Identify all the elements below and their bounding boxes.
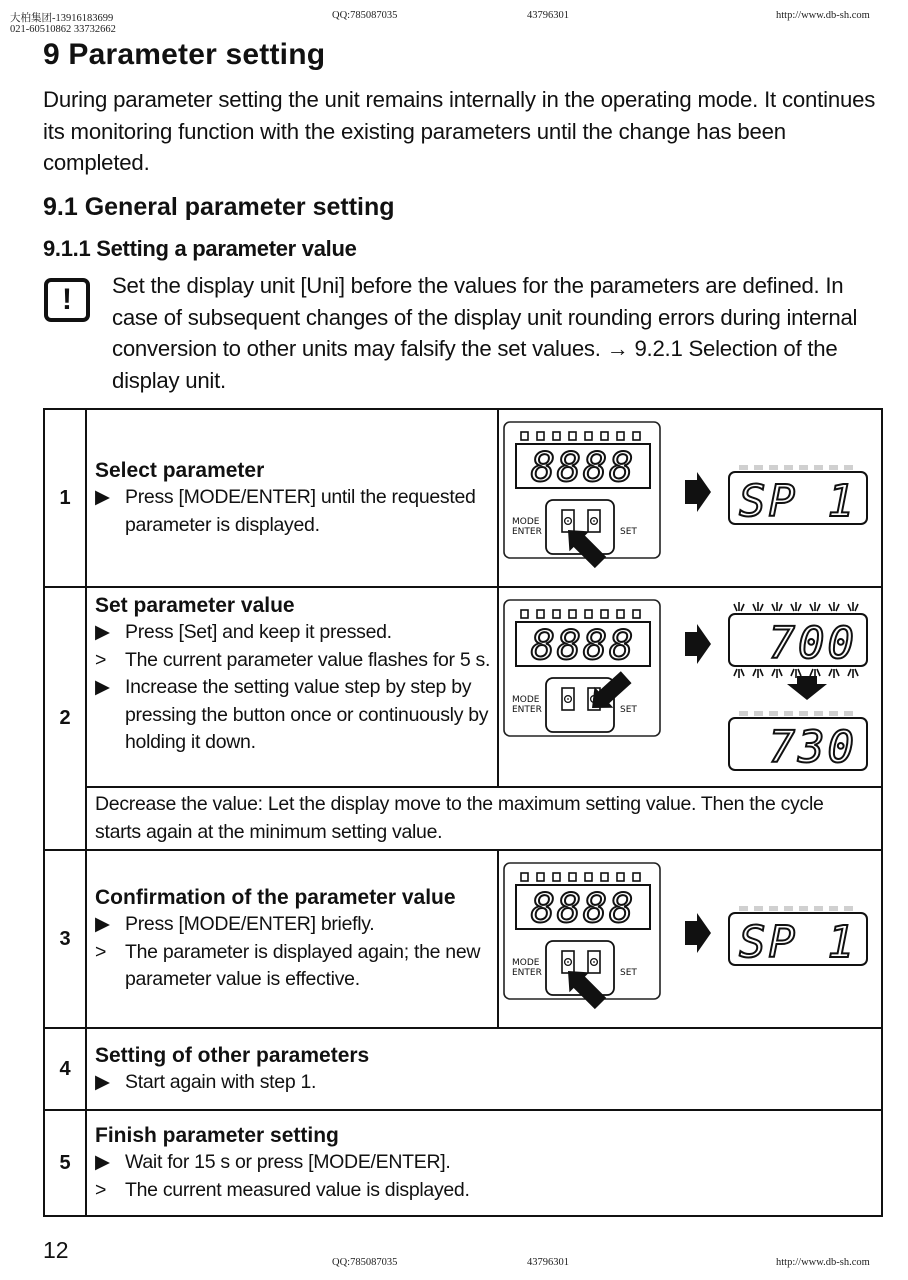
footer-qq: QQ:785087035 bbox=[332, 1257, 398, 1268]
device-illustration bbox=[499, 588, 881, 788]
step-line-text: Increase the setting value step by step by pressing the button once or continuously by holding it down. bbox=[125, 676, 489, 753]
mode-button-center bbox=[567, 961, 569, 963]
led-indicator bbox=[553, 432, 560, 440]
led-dim bbox=[784, 711, 793, 716]
led-indicator bbox=[585, 873, 592, 881]
flash-ray bbox=[753, 669, 763, 678]
led-indicator bbox=[633, 432, 640, 440]
bullet-result-icon: > bbox=[95, 940, 107, 963]
header-phone: 021-60510862 33732662 bbox=[10, 24, 116, 35]
step-line bbox=[95, 674, 491, 757]
step-line bbox=[95, 1177, 873, 1205]
footer-number: 43796301 bbox=[527, 1257, 569, 1268]
led-dim bbox=[754, 711, 763, 716]
led-dim bbox=[829, 711, 838, 716]
led-dim bbox=[829, 465, 838, 470]
right-arrow-icon bbox=[685, 624, 711, 664]
section-title: 9 Parameter setting bbox=[43, 38, 326, 71]
header-qq: QQ:785087035 bbox=[332, 10, 398, 21]
header-company: 大柏集团-13916183699 bbox=[10, 13, 114, 24]
led-indicator bbox=[521, 432, 528, 440]
step-line-text: The current measured value is displayed. bbox=[125, 1178, 470, 1201]
lcd-readout-value: SP 1 bbox=[739, 917, 857, 968]
step-line-text: Press [Set] and keep it pressed. bbox=[125, 621, 392, 643]
flash-ray bbox=[772, 669, 782, 678]
led-dim bbox=[814, 711, 823, 716]
down-arrow-icon bbox=[787, 676, 827, 700]
set-button-center bbox=[593, 961, 595, 963]
set-label: SET bbox=[620, 968, 637, 978]
flash-ray bbox=[734, 669, 744, 678]
step-line-text: Press [MODE/ENTER] briefly. bbox=[125, 913, 375, 936]
step-line bbox=[95, 1149, 873, 1177]
warning-icon: ! bbox=[44, 278, 90, 322]
led-dim bbox=[829, 906, 838, 911]
led-dim bbox=[784, 465, 793, 470]
step-title: Confirmation of the parameter value bbox=[95, 886, 456, 910]
lcd-readout-value: 700 bbox=[768, 618, 857, 669]
lcd-digits: 8888 bbox=[530, 445, 636, 491]
lcd-digits: 8888 bbox=[530, 623, 636, 669]
bullet-arrow-icon: ▶ bbox=[95, 486, 110, 508]
set-label: SET bbox=[620, 527, 637, 537]
warning-text: Set the display unit [Uni] before the values for the parameters are defined. In case of subsequent changes of the display unit rounding errors during internal conversion to other units may falsify the set values. → 9.2.1 Selection of the display unit. bbox=[112, 273, 858, 393]
flash-ray bbox=[772, 602, 782, 611]
flash-ray bbox=[829, 602, 839, 611]
step-note: Decrease the value: Let the display move to the maximum setting value. Then the cycle starts again at the minimum setting value. bbox=[95, 793, 824, 843]
led-indicator bbox=[537, 432, 544, 440]
device-illustration bbox=[499, 410, 881, 588]
led-dim bbox=[799, 711, 808, 716]
step-row-1 bbox=[44, 409, 882, 587]
bullet-result-icon: > bbox=[95, 1178, 107, 1201]
led-dim bbox=[844, 711, 853, 716]
step-line-text: The current parameter value flashes for 5 s. bbox=[125, 648, 491, 671]
page-number: 12 bbox=[43, 1237, 69, 1263]
subsubsection-title: 9.1.1 Setting a parameter value bbox=[43, 236, 357, 261]
led-indicator bbox=[617, 610, 624, 618]
bullet-arrow-icon: ▶ bbox=[95, 676, 110, 698]
step-line-text: Press [MODE/ENTER] until the requested parameter is displayed. bbox=[125, 486, 476, 536]
step-figure bbox=[498, 850, 882, 1028]
led-dim bbox=[814, 906, 823, 911]
bullet-arrow-icon: ▶ bbox=[95, 913, 110, 936]
flash-ray bbox=[829, 669, 839, 678]
led-dim bbox=[739, 465, 748, 470]
enter-label: ENTER bbox=[512, 527, 542, 537]
flash-ray bbox=[753, 602, 763, 611]
bullet-result-icon: > bbox=[95, 648, 107, 671]
led-indicator bbox=[569, 610, 576, 618]
led-dim bbox=[739, 906, 748, 911]
step-line bbox=[95, 619, 491, 647]
right-arrow-icon bbox=[685, 472, 711, 512]
subsection-title: 9.1 General parameter setting bbox=[43, 193, 395, 221]
set-button-center bbox=[593, 520, 595, 522]
step-row-2 bbox=[44, 587, 882, 787]
led-indicator bbox=[601, 610, 608, 618]
step-title: Setting of other parameters bbox=[95, 1043, 370, 1067]
lcd-readout-value: SP 1 bbox=[739, 476, 857, 527]
flash-ray bbox=[810, 602, 820, 611]
step-line-text: The parameter is displayed again; the new parameter value is effective. bbox=[125, 940, 481, 991]
step-line-text: Start again with step 1. bbox=[125, 1070, 317, 1093]
step-number: 1 bbox=[44, 409, 86, 587]
steps-table bbox=[43, 408, 883, 1217]
led-dim bbox=[799, 465, 808, 470]
led-indicator bbox=[585, 432, 592, 440]
led-indicator bbox=[633, 610, 640, 618]
led-dim bbox=[739, 711, 748, 716]
led-indicator bbox=[569, 432, 576, 440]
set-label: SET bbox=[620, 705, 637, 715]
step-line bbox=[95, 484, 491, 539]
lcd-readout-value: 730 bbox=[768, 722, 857, 773]
flash-ray bbox=[734, 602, 744, 611]
led-indicator bbox=[553, 610, 560, 618]
flash-ray bbox=[791, 602, 801, 611]
header-number: 43796301 bbox=[527, 10, 569, 21]
led-dim bbox=[769, 711, 778, 716]
step-row-4 bbox=[44, 1028, 882, 1110]
flash-ray bbox=[848, 669, 858, 678]
step-line-text: Wait for 15 s or press [MODE/ENTER]. bbox=[125, 1151, 451, 1173]
step-number: 2 bbox=[44, 587, 86, 850]
step-line bbox=[95, 1069, 873, 1097]
mode-button-center bbox=[567, 698, 569, 700]
header-url: http://www.db-sh.com bbox=[776, 10, 870, 21]
led-dim bbox=[799, 906, 808, 911]
step-row-5 bbox=[44, 1110, 882, 1216]
led-indicator bbox=[601, 873, 608, 881]
step-title: Finish parameter setting bbox=[95, 1124, 339, 1147]
led-indicator bbox=[633, 873, 640, 881]
step-number: 3 bbox=[44, 850, 86, 1028]
led-indicator bbox=[537, 610, 544, 618]
led-indicator bbox=[521, 873, 528, 881]
step-number: 4 bbox=[44, 1028, 86, 1110]
lcd-digits: 8888 bbox=[530, 886, 636, 932]
mode-button-center bbox=[567, 520, 569, 522]
mode-label: MODE bbox=[512, 517, 540, 527]
led-dim bbox=[844, 465, 853, 470]
step-line bbox=[95, 939, 491, 994]
led-indicator bbox=[617, 432, 624, 440]
step-line bbox=[95, 647, 491, 675]
mode-label: MODE bbox=[512, 695, 540, 705]
step-title: Set parameter value bbox=[95, 594, 295, 617]
led-dim bbox=[769, 906, 778, 911]
led-dim bbox=[754, 465, 763, 470]
step-title: Select parameter bbox=[95, 459, 265, 482]
led-dim bbox=[784, 906, 793, 911]
step-number: 5 bbox=[44, 1110, 86, 1216]
bullet-arrow-icon: ▶ bbox=[95, 621, 110, 643]
led-indicator bbox=[569, 873, 576, 881]
led-indicator bbox=[521, 610, 528, 618]
step-figure bbox=[498, 587, 882, 787]
bullet-arrow-icon: ▶ bbox=[95, 1070, 110, 1093]
flash-ray bbox=[848, 602, 858, 611]
enter-label: ENTER bbox=[512, 968, 542, 978]
device-illustration bbox=[499, 851, 881, 1029]
step-note-row bbox=[44, 787, 882, 850]
bullet-arrow-icon: ▶ bbox=[95, 1151, 110, 1173]
led-dim bbox=[844, 906, 853, 911]
led-indicator bbox=[553, 873, 560, 881]
enter-label: ENTER bbox=[512, 705, 542, 715]
led-dim bbox=[769, 465, 778, 470]
right-arrow-icon bbox=[685, 913, 711, 953]
led-indicator bbox=[617, 873, 624, 881]
led-indicator bbox=[601, 432, 608, 440]
led-dim bbox=[754, 906, 763, 911]
step-line bbox=[95, 911, 491, 939]
footer-url: http://www.db-sh.com bbox=[776, 1257, 870, 1268]
led-dim bbox=[814, 465, 823, 470]
led-indicator bbox=[537, 873, 544, 881]
step-figure bbox=[498, 409, 882, 587]
section-intro: During parameter setting the unit remains internally in the operating mode. It continues its monitoring function with the existing parameters until the change has been completed. bbox=[43, 87, 876, 175]
led-indicator bbox=[585, 610, 592, 618]
mode-label: MODE bbox=[512, 958, 540, 968]
step-row-3 bbox=[44, 850, 882, 1028]
